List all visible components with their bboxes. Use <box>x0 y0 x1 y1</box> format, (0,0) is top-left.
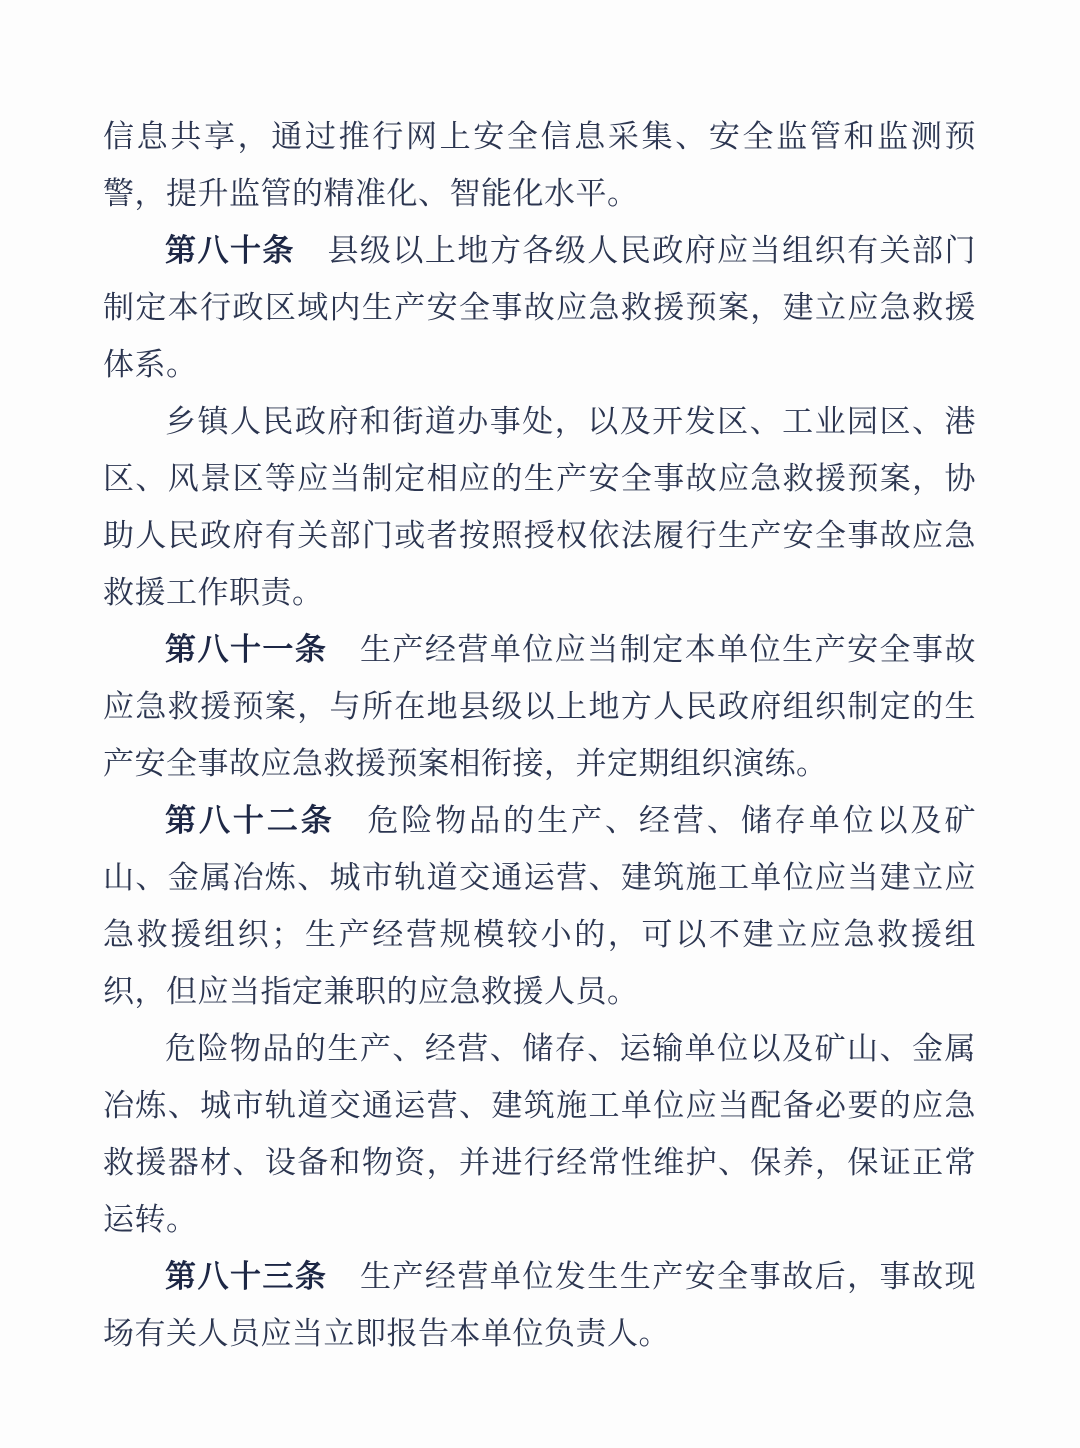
article-number: 第八十一条 <box>165 632 328 667</box>
paragraph-text: 危险物品的生产、经营、储存单位以及矿山、金属冶炼、城市轨道交通运营、建筑施工单位应当建立应急救援组织；生产经营规模较小的，可以不建立应急救援组织，但应当指定兼职的应急救援人员。 <box>103 803 977 1009</box>
article-number: 第八十二条 <box>165 803 335 838</box>
paragraph-article-82 <box>103 792 976 1020</box>
paragraph-article-81 <box>103 621 976 792</box>
paragraph-text: 乡镇人民政府和街道办事处，以及开发区、工业园区、港区、风景区等应当制定相应的生产安全事故应急救援预案，协助人民政府有关部门或者按照授权依法履行生产安全事故应急救援工作职责。 <box>103 404 976 610</box>
law-text-body <box>103 108 976 1362</box>
paragraph-continuation <box>103 108 976 222</box>
paragraph-article-80-clause-2 <box>103 393 976 621</box>
paragraph-text: 信息共享，通过推行网上安全信息采集、安全监管和监测预警，提升监管的精准化、智能化水平。 <box>103 119 976 211</box>
paragraph-article-83 <box>103 1248 976 1362</box>
paragraph-article-80 <box>103 222 976 393</box>
article-number: 第八十三条 <box>165 1259 328 1294</box>
article-number: 第八十条 <box>165 233 295 268</box>
paragraph-text: 生产经营单位发生生产安全事故后，事故现场有关人员应当立即报告本单位负责人。 <box>103 1259 977 1351</box>
paragraph-text: 县级以上地方各级人民政府应当组织有关部门制定本行政区域内生产安全事故应急救援预案，建立应急救援体系。 <box>103 233 976 382</box>
paragraph-text: 生产经营单位应当制定本单位生产安全事故应急救援预案，与所在地县级以上地方人民政府组织制定的生产安全事故应急救援预案相衔接，并定期组织演练。 <box>103 632 977 781</box>
paragraph-article-82-clause-2 <box>103 1020 976 1248</box>
paragraph-text: 危险物品的生产、经营、储存、运输单位以及矿山、金属冶炼、城市轨道交通运营、建筑施工单位应当配备必要的应急救援器材、设备和物资，并进行经常性维护、保养，保证正常运转。 <box>103 1031 976 1237</box>
